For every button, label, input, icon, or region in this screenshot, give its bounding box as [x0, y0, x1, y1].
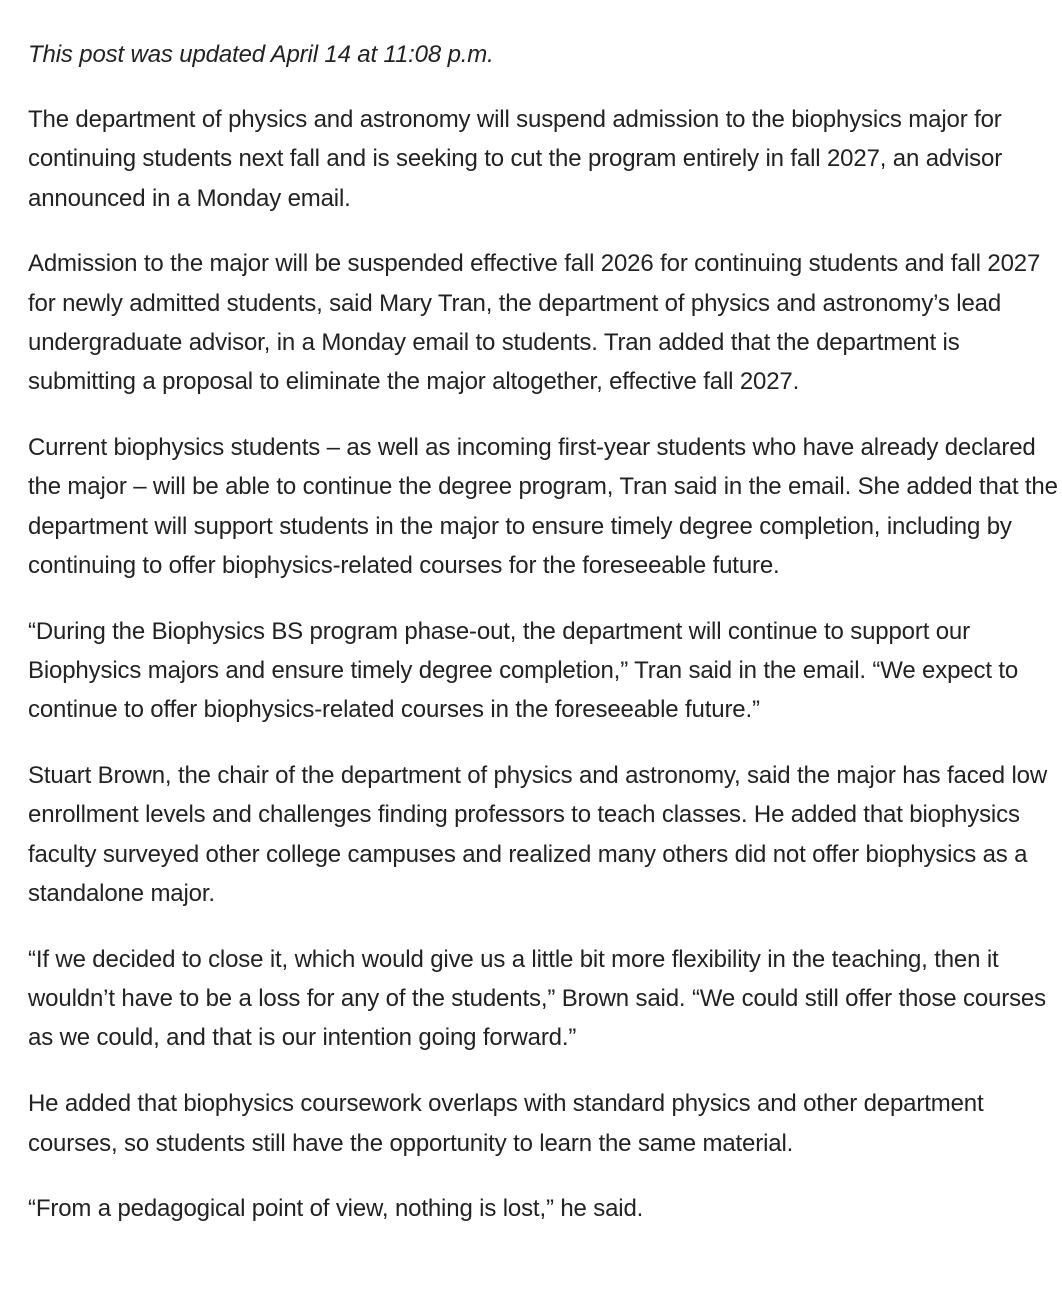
paragraph-2: Admission to the major will be suspended effective fall 2026 for continuing students and fall 2027 for newly admitted students, said Mary Tran, the department of physics and astronomy’s lead undergraduate advisor, in a Monday email to students. Tran added that the department is submitting a proposal to eliminate the major altogether, effective fall 2027.: [28, 250, 1041, 396]
article-body: [28, 35, 1058, 1255]
update-note: This post was updated April 14 at 11:08 p.m.: [28, 41, 494, 68]
paragraph-3: Current biophysics students – as well as incoming first-year students who have already declared the major – will be able to continue the degree program, Tran said in the email. She added that the department will support students in the major to ensure timely degree completion, including by continuing to offer biophysics-related courses for the foreseeable future.: [28, 434, 1058, 579]
paragraph-4-quote: “During the Biophysics BS program phase-out, the department will continue to support our Biophysics majors and ensure timely degree completion,” Tran said in the email. “We expect to continue to offer biophysics-related courses in the foreseeable future.”: [28, 617, 1019, 724]
paragraph-6-quote: “If we decided to close it, which would give us a little bit more flexibility in the teaching, then it wouldn’t have to be a loss for any of the students,” Brown said. “We could still offer those courses as we could, and that is our intention going forward.”: [28, 945, 1046, 1052]
paragraph-1: The department of physics and astronomy will suspend admission to the biophysics major for continuing students next fall and is seeking to cut the program entirely in fall 2027, an advisor announced in a Monday email.: [28, 106, 1003, 212]
paragraph-7: He added that biophysics coursework overlaps with standard physics and other department courses, so students still have the opportunity to learn the same material.: [28, 1090, 984, 1157]
paragraph-5: Stuart Brown, the chair of the department of physics and astronomy, said the major has faced low enrollment levels and challenges finding professors to teach classes. He added that biophysics faculty surveyed other college campuses and realized many others did not offer biophysics as a standalone major.: [28, 762, 1048, 908]
paragraph-8-quote: “From a pedagogical point of view, nothing is lost,” he said.: [28, 1195, 644, 1223]
